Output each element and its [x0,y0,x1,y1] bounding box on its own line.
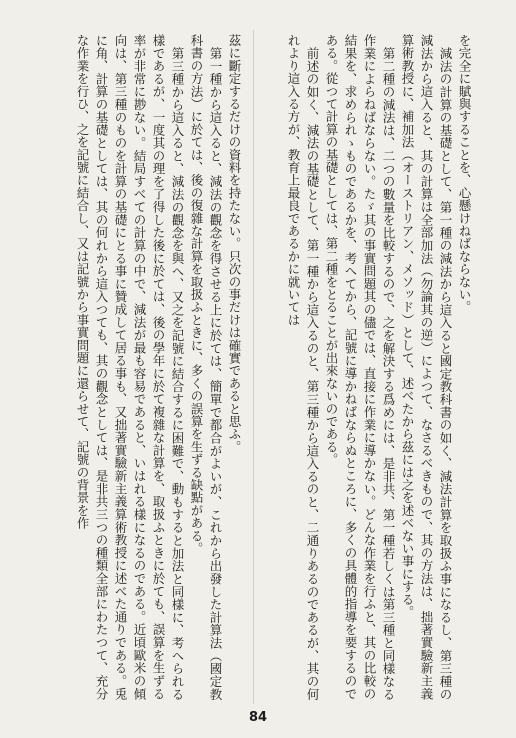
gutter-divider [253,30,254,704]
paragraph: を完全に賦與することを、心懸けねばならない。 [457,34,472,314]
right-text-column [266,34,474,700]
left-text-column [30,34,244,700]
paragraph: 茲に斷定するだけの資料を持たない。只次の事だけは確實であると思ふ。 [227,34,242,454]
page-number: 84 [248,710,268,725]
paragraph: 第二種の減法は、二つの數量を比較するので、之を解決する爲めには、是非共、第一種若しくは第三種と同樣なる作業によらねばならない。たゞ其の事實問題其の儘では、直接に作業に導かない。どんな作業を行ふと、其の比較の結果を、求められゝものであるかを、考へてから、記號に導かねばならぬところに、多くの具體的指導を要するのである。從つて計算の基礎としては、第二種をとることが出來ないのである。 [324,34,396,700]
paragraph: 第三種から這入ると、減法の觀念を與へ、又之を記號に結合するに困難で、動もすると加法と同樣に、考へられる樣であるが、一度其の理を了得した後に於ては、後の學年に於て複雜な計算を、取扱ふときに於ても、誤算を生ずる率が非常に尠ない。結局すべての計算の中で、減法が最も容易であると、いはれる樣になるのである。近頃歐米の傾向は、第三種のものを計算の基礎にとる事に贊成して居る事も、又拙著實驗新主義算術教授に述べた通りである。兎に角、計算の基礎としては、其の何れから這入つても、其の觀念としては、是非共三つの種類全部にわたつて、充分な作業を行ひ、之を記號に結合し、又は記號から事實問題に還らせて、記號の背景を作 [75,34,185,700]
paragraph: 減法の計算の基礎として、第一種の減法から這入ると國定教科書の如く、減法計算を取扱ふ事になるし、第三種の減法から這入ると、其の計算は全部加法（勿論其の逆）によつて、なさるべきもので、其の方法は、拙著實驗新主義算術教授に、補加法（オーストリアン、メソッド）として、述べたから茲には之を述べない事にする。 [400,34,453,700]
paragraph: 第一種から這入ると、減法の觀念を得させる上に於ては、簡單で都合がよいが、これから出發した計算法（國定教科書の方法）に於ては、後の復雜な計算を取扱ふときに、多くの誤算を生ずる缺點がある。 [189,34,223,700]
paragraph: 前述の如く、減法の基礎として、第一種から這入るのと、第三種から這入るのと、二通りあるのであるが、其の何れより這入る方が、教育上最良であるかに就いては [286,34,320,700]
